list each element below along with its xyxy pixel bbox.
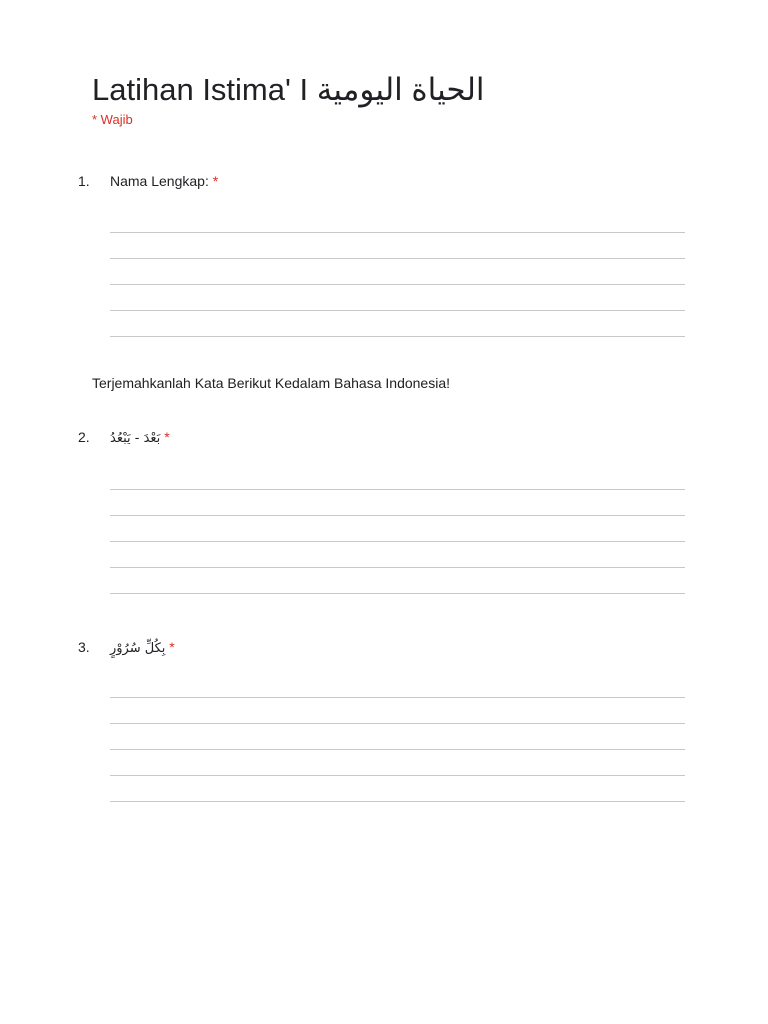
answer-line[interactable]	[110, 285, 685, 311]
required-note: * Wajib	[92, 112, 133, 127]
answer-line[interactable]	[110, 311, 685, 337]
answer-line[interactable]	[110, 233, 685, 259]
answer-line[interactable]	[110, 568, 685, 594]
form-title-latin: Latihan Istima' I	[92, 72, 309, 107]
answer-line[interactable]	[110, 490, 685, 516]
answer-line[interactable]	[110, 672, 685, 698]
answer-line[interactable]	[110, 207, 685, 233]
answer-area-3[interactable]	[110, 672, 685, 802]
answer-area-1[interactable]	[110, 207, 685, 337]
question-label-text: بَعْدَ - يَبْعُدُ	[110, 431, 161, 446]
question-number: 3.	[78, 639, 90, 655]
question-label-text: بِكُلِّ سُرُوْرٍ	[110, 641, 166, 656]
answer-line[interactable]	[110, 464, 685, 490]
answer-line[interactable]	[110, 750, 685, 776]
required-star: *	[169, 639, 175, 655]
answer-line[interactable]	[110, 724, 685, 750]
form-title	[92, 70, 485, 110]
question-number: 2.	[78, 429, 90, 445]
question-number: 1.	[78, 173, 90, 189]
answer-line[interactable]	[110, 516, 685, 542]
required-star: *	[212, 173, 219, 189]
question-label-text: Nama Lengkap:	[110, 173, 209, 189]
question-label	[110, 427, 170, 449]
answer-line[interactable]	[110, 259, 685, 285]
question-label	[110, 171, 218, 191]
answer-area-2[interactable]	[110, 464, 685, 594]
answer-line[interactable]	[110, 776, 685, 802]
answer-line[interactable]	[110, 698, 685, 724]
section-instruction: Terjemahkanlah Kata Berikut Kedalam Bahasa Indonesia!	[92, 375, 450, 391]
form-title-arabic: الحياة اليومية	[316, 72, 485, 107]
answer-line[interactable]	[110, 542, 685, 568]
required-star: *	[164, 429, 170, 445]
question-label	[110, 637, 175, 659]
